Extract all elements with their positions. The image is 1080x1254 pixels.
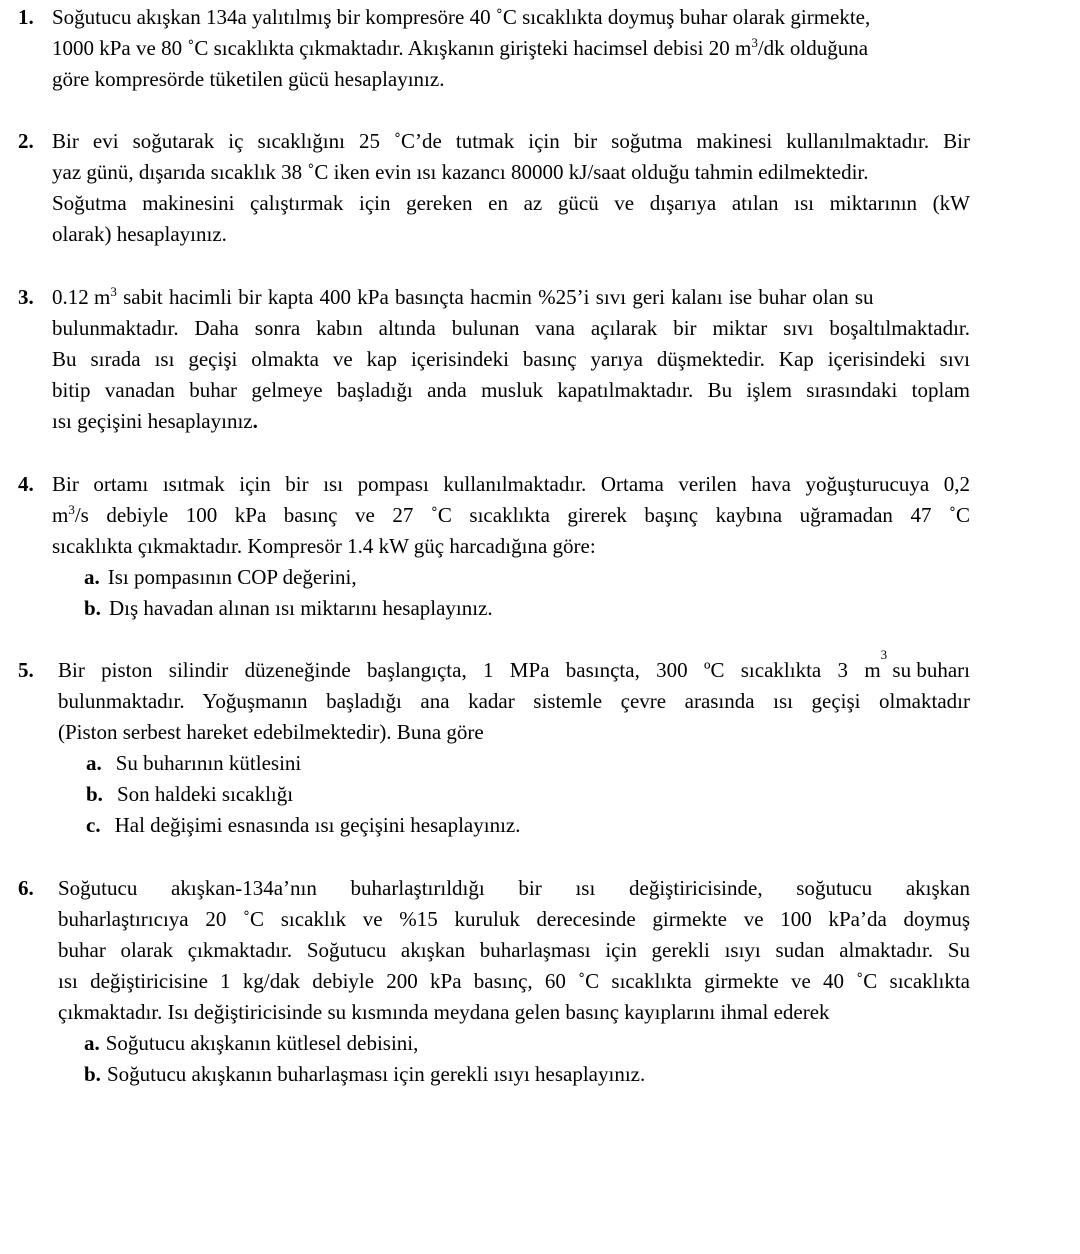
question-text-line [52, 33, 868, 64]
question-text-line: Soğutma makinesini çalıştırmak için gereken en az gücü ve dışarıya atılan ısı miktarının (kW [52, 191, 970, 215]
question-number: 3. [18, 285, 34, 309]
item-label: c. [86, 813, 101, 837]
question-text-line [52, 500, 970, 531]
item-label: b. [86, 782, 103, 806]
text-segment: Bir piston silindir düzeneğinde başlangıçta, 1 MPa basınçta, 300 ºC sıcaklıkta 3 m [58, 658, 881, 682]
superscript: 3 [110, 284, 117, 299]
superscript: 3 [880, 647, 888, 662]
question-text-line: göre kompresörde tüketilen gücü hesaplayınız. [52, 67, 445, 91]
question-number: 1. [18, 5, 34, 29]
question-text-line: Bu sırada ısı geçişi olmakta ve kap içerisindeki basınç yarıya düşmektedir. Kap içerisindeki sıvı [52, 347, 970, 371]
question-text-line: Soğutucu akışkan 134a yalıtılmış bir kompresöre 40 ˚C sıcaklıkta doymuş buhar olarak girmekte, [52, 5, 871, 29]
item-text: Son haldeki sıcaklığı [116, 782, 294, 806]
question-text-line: sıcaklıkta çıkmaktadır. Kompresör 1.4 kW güç harcadığına göre: [52, 534, 596, 558]
question-text-line: Bir ortamı ısıtmak için bir ısı pompası kullanılmaktadır. Ortama verilen hava yoğuşturucuya 0,2 [52, 472, 970, 496]
item-label: b. [84, 1062, 101, 1086]
item-text: Soğutucu akışkanın kütlesel debisini, [105, 1031, 419, 1055]
text-segment [52, 500, 75, 531]
text-segment: ısı geçişini hesaplayınız [52, 409, 253, 433]
question-text-line: Bir evi soğutarak iç sıcaklığını 25 ˚C’de tutmak için bir soğutma makinesi kullanılmaktadır. Bir [52, 129, 970, 153]
text-segment: su buharı [887, 658, 970, 682]
text-segment: 1000 kPa ve 80 ˚C sıcaklıkta çıkmaktadır. Akışkanın girişteki hacimsel debisi 20 m [52, 36, 752, 60]
item-text: Su buharının kütlesini [115, 751, 302, 775]
list-item [84, 1059, 645, 1090]
list-item [84, 562, 357, 593]
item-text: Hal değişimi esnasında ısı geçişini hesaplayınız. [114, 813, 521, 837]
question-text-line: bitip vanadan buhar gelmeye başladığı anda musluk kapatılmaktadır. Bu işlem sırasındaki toplam [52, 378, 970, 402]
question-text-line [58, 647, 970, 686]
text-segment: . [252, 409, 258, 433]
text-segment: m [52, 503, 69, 527]
list-item [86, 810, 521, 841]
text-segment: 0.12 m [52, 285, 111, 309]
question-text-line: Soğutucu akışkan-134a’nın buharlaştırıldığı bir ısı değiştiricisinde, soğutucu akışkan [58, 876, 970, 900]
list-item [86, 748, 301, 779]
item-text: Isı pompasının COP değerini, [107, 565, 357, 589]
question-text-line: bulunmaktadır. Daha sonra kabın altında bulunan vana açılarak bir miktar sıvı boşaltılmaktadır. [52, 316, 970, 340]
superscript: 3 [751, 35, 758, 50]
item-label: a. [84, 1031, 100, 1055]
list-item [84, 593, 493, 624]
list-item [84, 1028, 418, 1059]
item-label: a. [84, 565, 100, 589]
question-text-line [52, 406, 258, 437]
superscript: 3 [68, 502, 75, 517]
question-text-line: çıkmaktadır. Isı değiştiricisinde su kısmında meydana gelen basınç kayıplarını ihmal ederek [58, 1000, 830, 1024]
question-number: 6. [18, 876, 34, 900]
question-number: 5. [18, 658, 34, 682]
question-text-line: buhar olarak çıkmaktadır. Soğutucu akışkan buharlaşması için gerekli ısıyı sudan almaktadır. Su [58, 938, 970, 962]
question-text-line [52, 282, 970, 313]
question-text-line: bulunmaktadır. Yoğuşmanın başladığı ana kadar sistemle çevre arasında ısı geçişi olmaktadır [58, 689, 970, 713]
question-text-line: (Piston serbest hareket edebilmektedir). Buna göre [58, 720, 484, 744]
text-segment: /dk olduğuna [757, 36, 869, 60]
text-segment: /s debiyle 100 kPa basınç ve 27 ˚C sıcaklıkta girerek başınç kaybına uğramadan 47 ˚C [74, 503, 970, 527]
text-segment: sabit hacimli bir kapta 400 kPa basınçta hacmin %25’i sıvı geri kalanı ise buhar olan su [116, 285, 874, 309]
question-text-line: yaz günü, dışarıda sıcaklık 38 ˚C iken evin ısı kazancı 80000 kJ/saat olduğu tahmin edilmektedir. [52, 160, 869, 184]
list-item [86, 779, 293, 810]
question-number: 2. [18, 129, 34, 153]
item-text: Soğutucu akışkanın buharlaşması için gerekli ısıyı hesaplayınız. [106, 1062, 646, 1086]
item-label: b. [84, 596, 101, 620]
question-number: 4. [18, 472, 34, 496]
question-text-line: olarak) hesaplayınız. [52, 222, 227, 246]
item-label: a. [86, 751, 102, 775]
item-text: Dış havadan alınan ısı miktarını hesaplayınız. [108, 596, 493, 620]
question-text-line: buharlaştırıcıya 20 ˚C sıcaklık ve %15 kuruluk derecesinde girmekte ve 100 kPa’da doymuş [58, 907, 970, 931]
question-text-line: ısı değiştiricisine 1 kg/dak debiyle 200 kPa basınç, 60 ˚C sıcaklıkta girmekte ve 40 ˚C sıcaklıkta [58, 969, 970, 993]
